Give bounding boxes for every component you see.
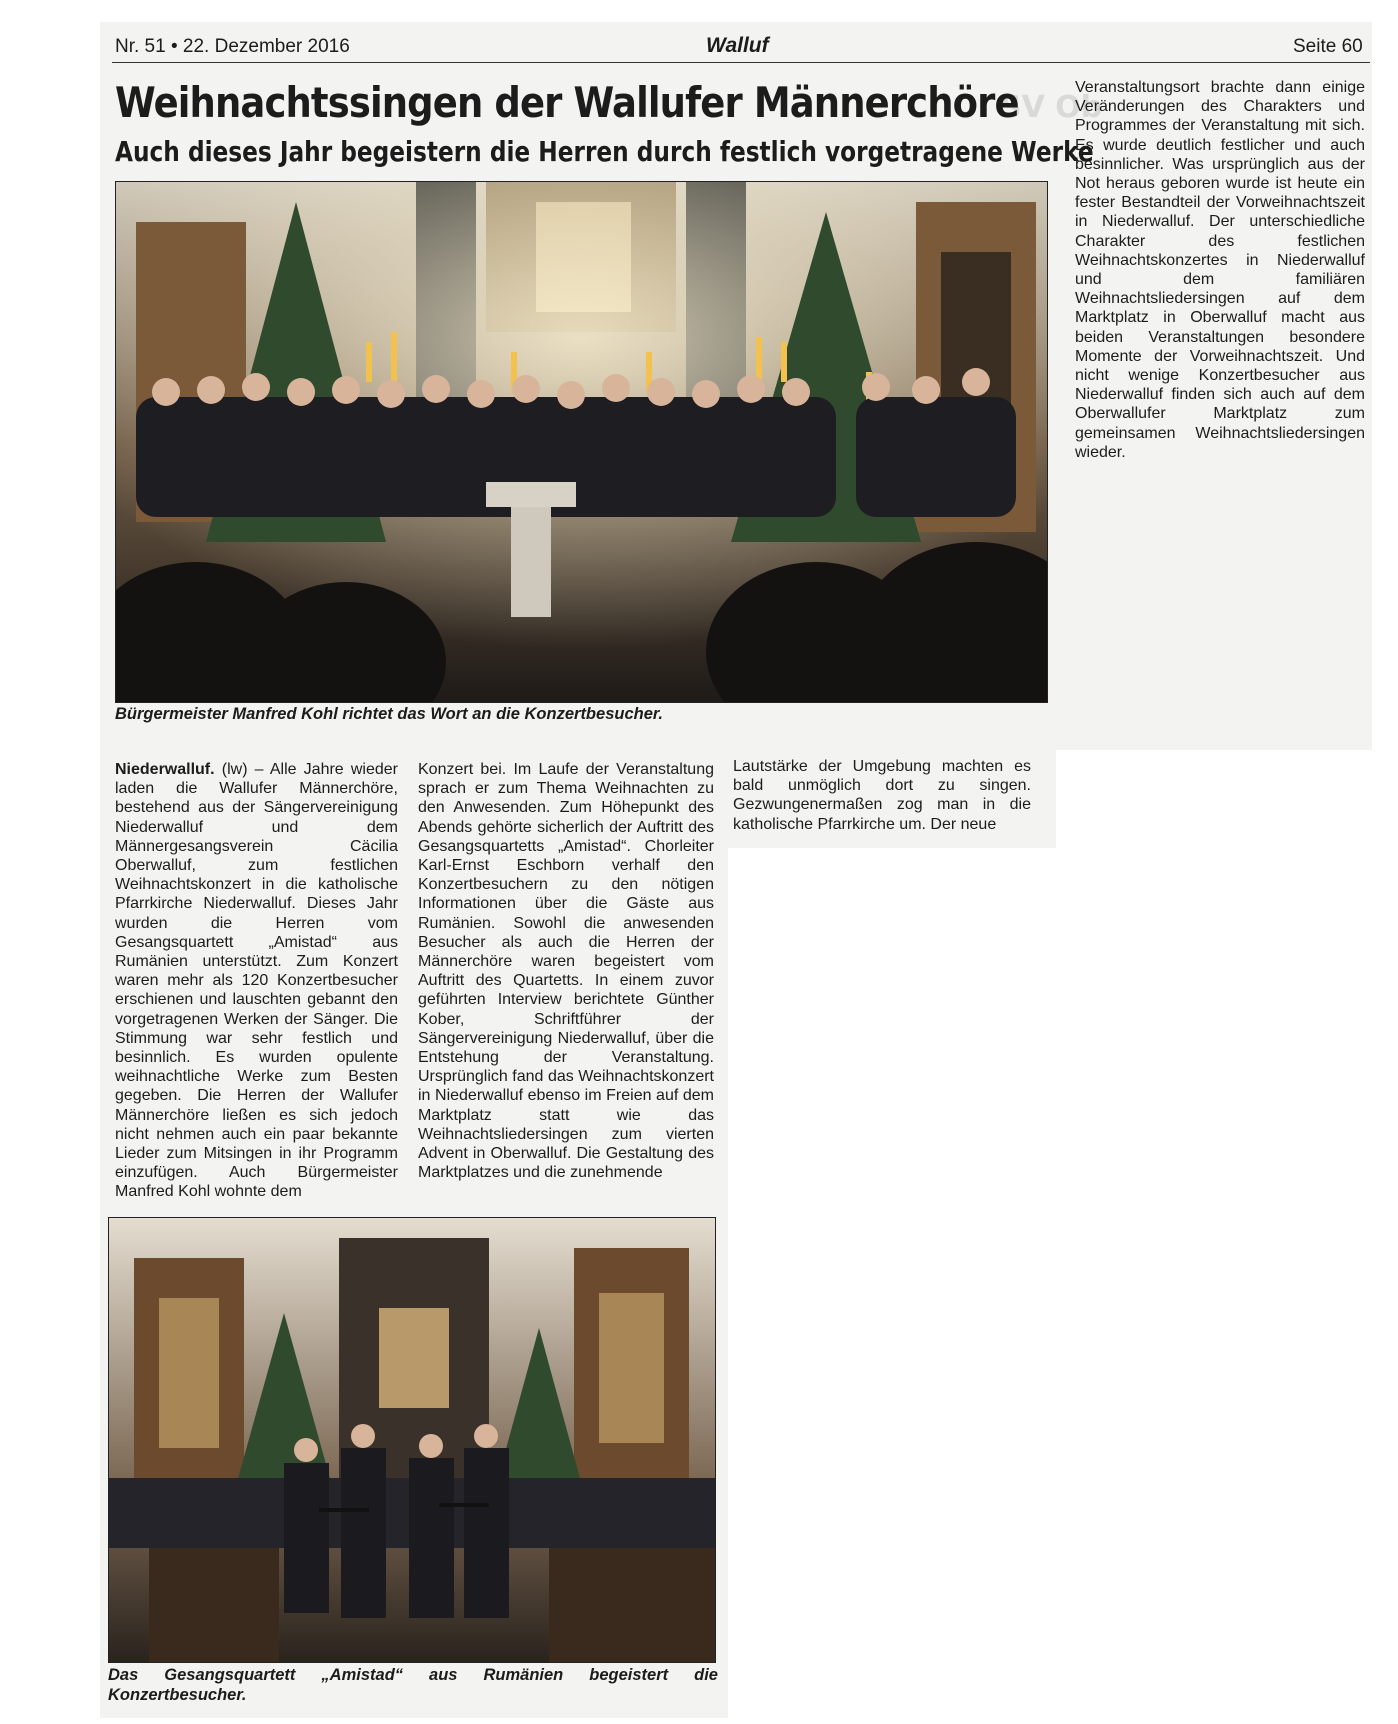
article-column-right: [1075, 78, 1365, 462]
article-column-3: [733, 757, 1031, 834]
photo-caption-1: Bürgermeister Manfred Kohl richtet das Wort an die Konzertbesucher.: [115, 705, 663, 723]
photo-caption-2: Das Gesangsquartett „Amistad“ aus Rumänien begeistert die Konzertbesucher.: [108, 1666, 718, 1704]
dateline: Niederwalluf.: [115, 761, 215, 778]
article-column-1-text: (lw) – Alle Jahre wieder laden die Wallufer Männerchöre, bestehend aus der Sängervereinigung Niederwalluf und dem Männergesangsverein Cäcilia Oberwalluf, zum festlichen Weihnachtskonzert in die katholische Pfarrkirche Niederwalluf. Dieses Jahr wurden die Herren vom Gesangsquartett „Amistad“ aus Rumänien unterstützt. Zum Konzert waren mehr als 120 Konzertbesucher erschienen und lauschten gebannt den vorgetragenen Werken der Sänger. Die Stimmung war sehr festlich und besinnlich. Es wurden opulente weihnachtliche Werke zum Besten gegeben. Die Herren der Wallufer Männerchöre ließen es sich jedoch nicht nehmen auch ein paar bekannte Lieder zum Mitsingen in ihr Programm einzufügen. Auch Bürgermeister Manfred Kohl wohnte dem: [115, 761, 398, 1201]
choir-photo: [115, 181, 1048, 703]
bleed-through-text: SV Ob: [1000, 90, 1103, 125]
header-rule: [112, 62, 1370, 63]
article-column-right-text: Veranstaltungsort brachte dann einige Veränderungen des Charakters und Programmes der Veranstaltung mit sich. Es wurde deutlich festlicher und auch besinnlicher. Was ursprünglich aus der Not heraus geboren wurde ist heute ein fester Bestandteil der Vorweihnachtszeit in Niederwalluf. Der unterschiedliche Charakter des festlichen Weihnachtskonzertes in Niederwalluf und dem familiären Weihnachtsliedersingen auf dem Marktplatz in Oberwalluf macht aus beiden Veranstaltungen besondere Momente der Vorweihnachtszeit. Und nicht wenige Konzertbesucher aus Niederwalluf finden sich auch auf dem Oberwallufer Marktplatz zum gemeinsamen Weihnachtsliedersingen wieder.: [1075, 79, 1365, 461]
subheadline: Auch dieses Jahr begeistern die Herren durch festlich vorgetragene Werke: [115, 135, 1094, 168]
article-column-1: [115, 760, 398, 1202]
page-number: Seite 60: [1293, 36, 1363, 57]
issue-date: Nr. 51 • 22. Dezember 2016: [115, 36, 350, 57]
article-column-2: [418, 760, 714, 1182]
masthead: Walluf: [706, 34, 769, 57]
article-column-3-text: Lautstärke der Umgebung machten es bald unmöglich dort zu singen. Gezwungenermaßen zog man in die katholische Pfarrkirche um. Der neue: [733, 758, 1031, 833]
quartet-photo: [108, 1217, 716, 1663]
choir-photo-illustration: [116, 182, 1047, 702]
headline: Weihnachtssingen der Wallufer Männerchöre: [115, 78, 1019, 127]
quartet-photo-illustration: [109, 1218, 715, 1662]
article-column-2-text: Konzert bei. Im Laufe der Veranstaltung sprach er zum Thema Weihnachten zu den Anwesenden. Zum Höhepunkt des Abends gehörte sicherlich der Auftritt des Gesangsquartetts „Amistad“. Chorleiter Karl-Ernst Eschborn verhalf den Konzertbesuchern zu den nötigen Informationen über die Gäste aus Rumänien. Sowohl die anwesenden Besucher als auch die Herren der Männerchöre waren begeistert vom Auftritt des Quartetts. In einem zuvor geführten Interview berichtete Günther Kober, Schriftführer der Sängervereinigung Niederwalluf, über die Entstehung der Veranstaltung. Ursprünglich fand das Weihnachtskonzert in Niederwalluf ebenso im Freien auf dem Marktplatz statt wie das Weihnachtsliedersingen zum vierten Advent in Oberwalluf. Die Gestaltung des Marktplatzes und die zunehmende: [418, 761, 714, 1182]
